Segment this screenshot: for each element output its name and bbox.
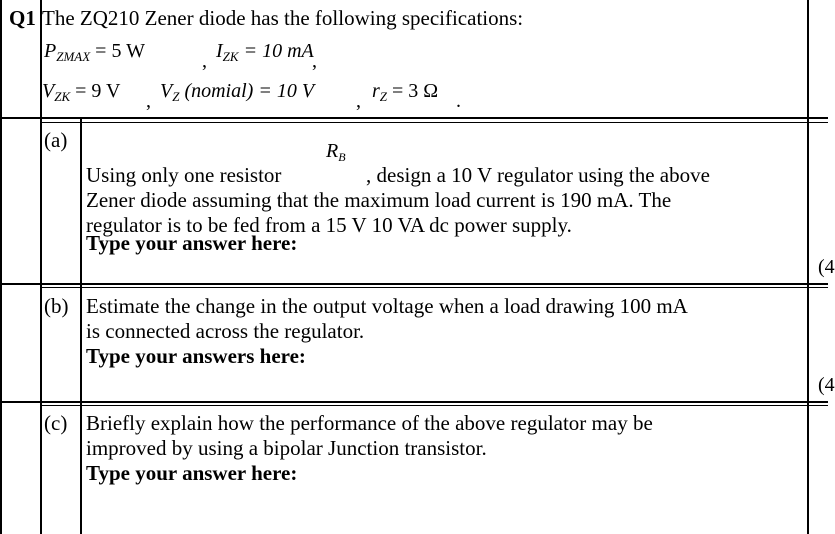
spec-vz-nominal	[160, 80, 314, 105]
part-a-label: (a)	[44, 128, 68, 152]
izk-value: = 10 mA	[243, 40, 314, 62]
part-c-label: (c)	[44, 411, 68, 435]
row-divider-a-bottom	[0, 283, 828, 285]
rb-symbol	[326, 140, 346, 165]
part-a-line-1-post: , design a 10 V regulator using the above	[366, 163, 710, 187]
vzk-value: = 9 V	[75, 80, 121, 102]
spec-pzmax	[44, 40, 145, 65]
spec-separator-3: ,	[146, 90, 151, 112]
spec-izk	[216, 40, 314, 65]
question-intro: The ZQ210 Zener diode has the following specifications:	[42, 6, 524, 30]
part-a-line-1-pre: Using only one resistor	[86, 163, 282, 187]
part-c-line-2: improved by using a bipolar Junction transistor.	[86, 436, 487, 460]
vz-symbol: V	[160, 80, 173, 102]
spec-rz	[372, 80, 438, 105]
rz-symbol: r	[372, 80, 380, 102]
vzk-sub: ZK	[54, 89, 71, 104]
pzmax-symbol: P	[44, 40, 57, 62]
row-divider-intro	[0, 117, 828, 119]
vzk-symbol: V	[42, 80, 55, 102]
part-a-answer-prompt[interactable]: Type your answer here:	[86, 231, 298, 255]
question-number: Q1	[9, 6, 36, 30]
part-a-line-3: regulator is to be fed from a 15 V 10 VA dc power supply.	[86, 213, 572, 237]
vz-sub: Z	[172, 89, 180, 104]
part-c-line-1: Briefly explain how the performance of the above regulator may be	[86, 411, 653, 435]
row-divider-c-top	[40, 405, 828, 406]
spec-period: .	[456, 90, 461, 112]
rb-sub: B	[338, 150, 346, 164]
part-b-marks: (4	[818, 374, 835, 396]
row-divider-a-top	[40, 122, 828, 123]
row-divider-b-top	[40, 287, 828, 288]
izk-sub: ZK	[222, 49, 239, 64]
spec-separator-2: ,	[312, 50, 317, 72]
row-divider-b-bottom	[0, 401, 828, 403]
part-a-line-1	[86, 163, 281, 188]
part-c-answer-prompt[interactable]: Type your answer here:	[86, 461, 298, 485]
answer-column-divider	[80, 118, 82, 534]
izk-symbol: I	[216, 40, 223, 62]
marks-column-divider	[807, 0, 809, 534]
part-b-line-2: is connected across the regulator.	[86, 319, 365, 343]
part-a-line-2: Zener diode assuming that the maximum load current is 190 mA. The	[86, 188, 672, 212]
left-border	[0, 0, 2, 534]
spec-separator-1: ,	[202, 50, 207, 72]
rz-sub: Z	[379, 89, 388, 104]
spec-separator-4: ,	[356, 90, 361, 112]
rb-symbol-letter: R	[326, 140, 339, 162]
vz-value: (nomial) = 10 V	[184, 80, 315, 102]
part-b-answer-prompt[interactable]: Type your answers here:	[86, 344, 306, 368]
pzmax-sub: ZMAX	[56, 49, 91, 64]
part-b-line-1: Estimate the change in the output voltage when a load drawing 100 mA	[86, 294, 688, 318]
rz-value: = 3 Ω	[392, 80, 439, 102]
part-b-label: (b)	[44, 294, 69, 318]
spec-vzk	[42, 80, 121, 105]
pzmax-value: = 5 W	[95, 40, 145, 62]
part-a-marks: (4	[818, 256, 835, 278]
